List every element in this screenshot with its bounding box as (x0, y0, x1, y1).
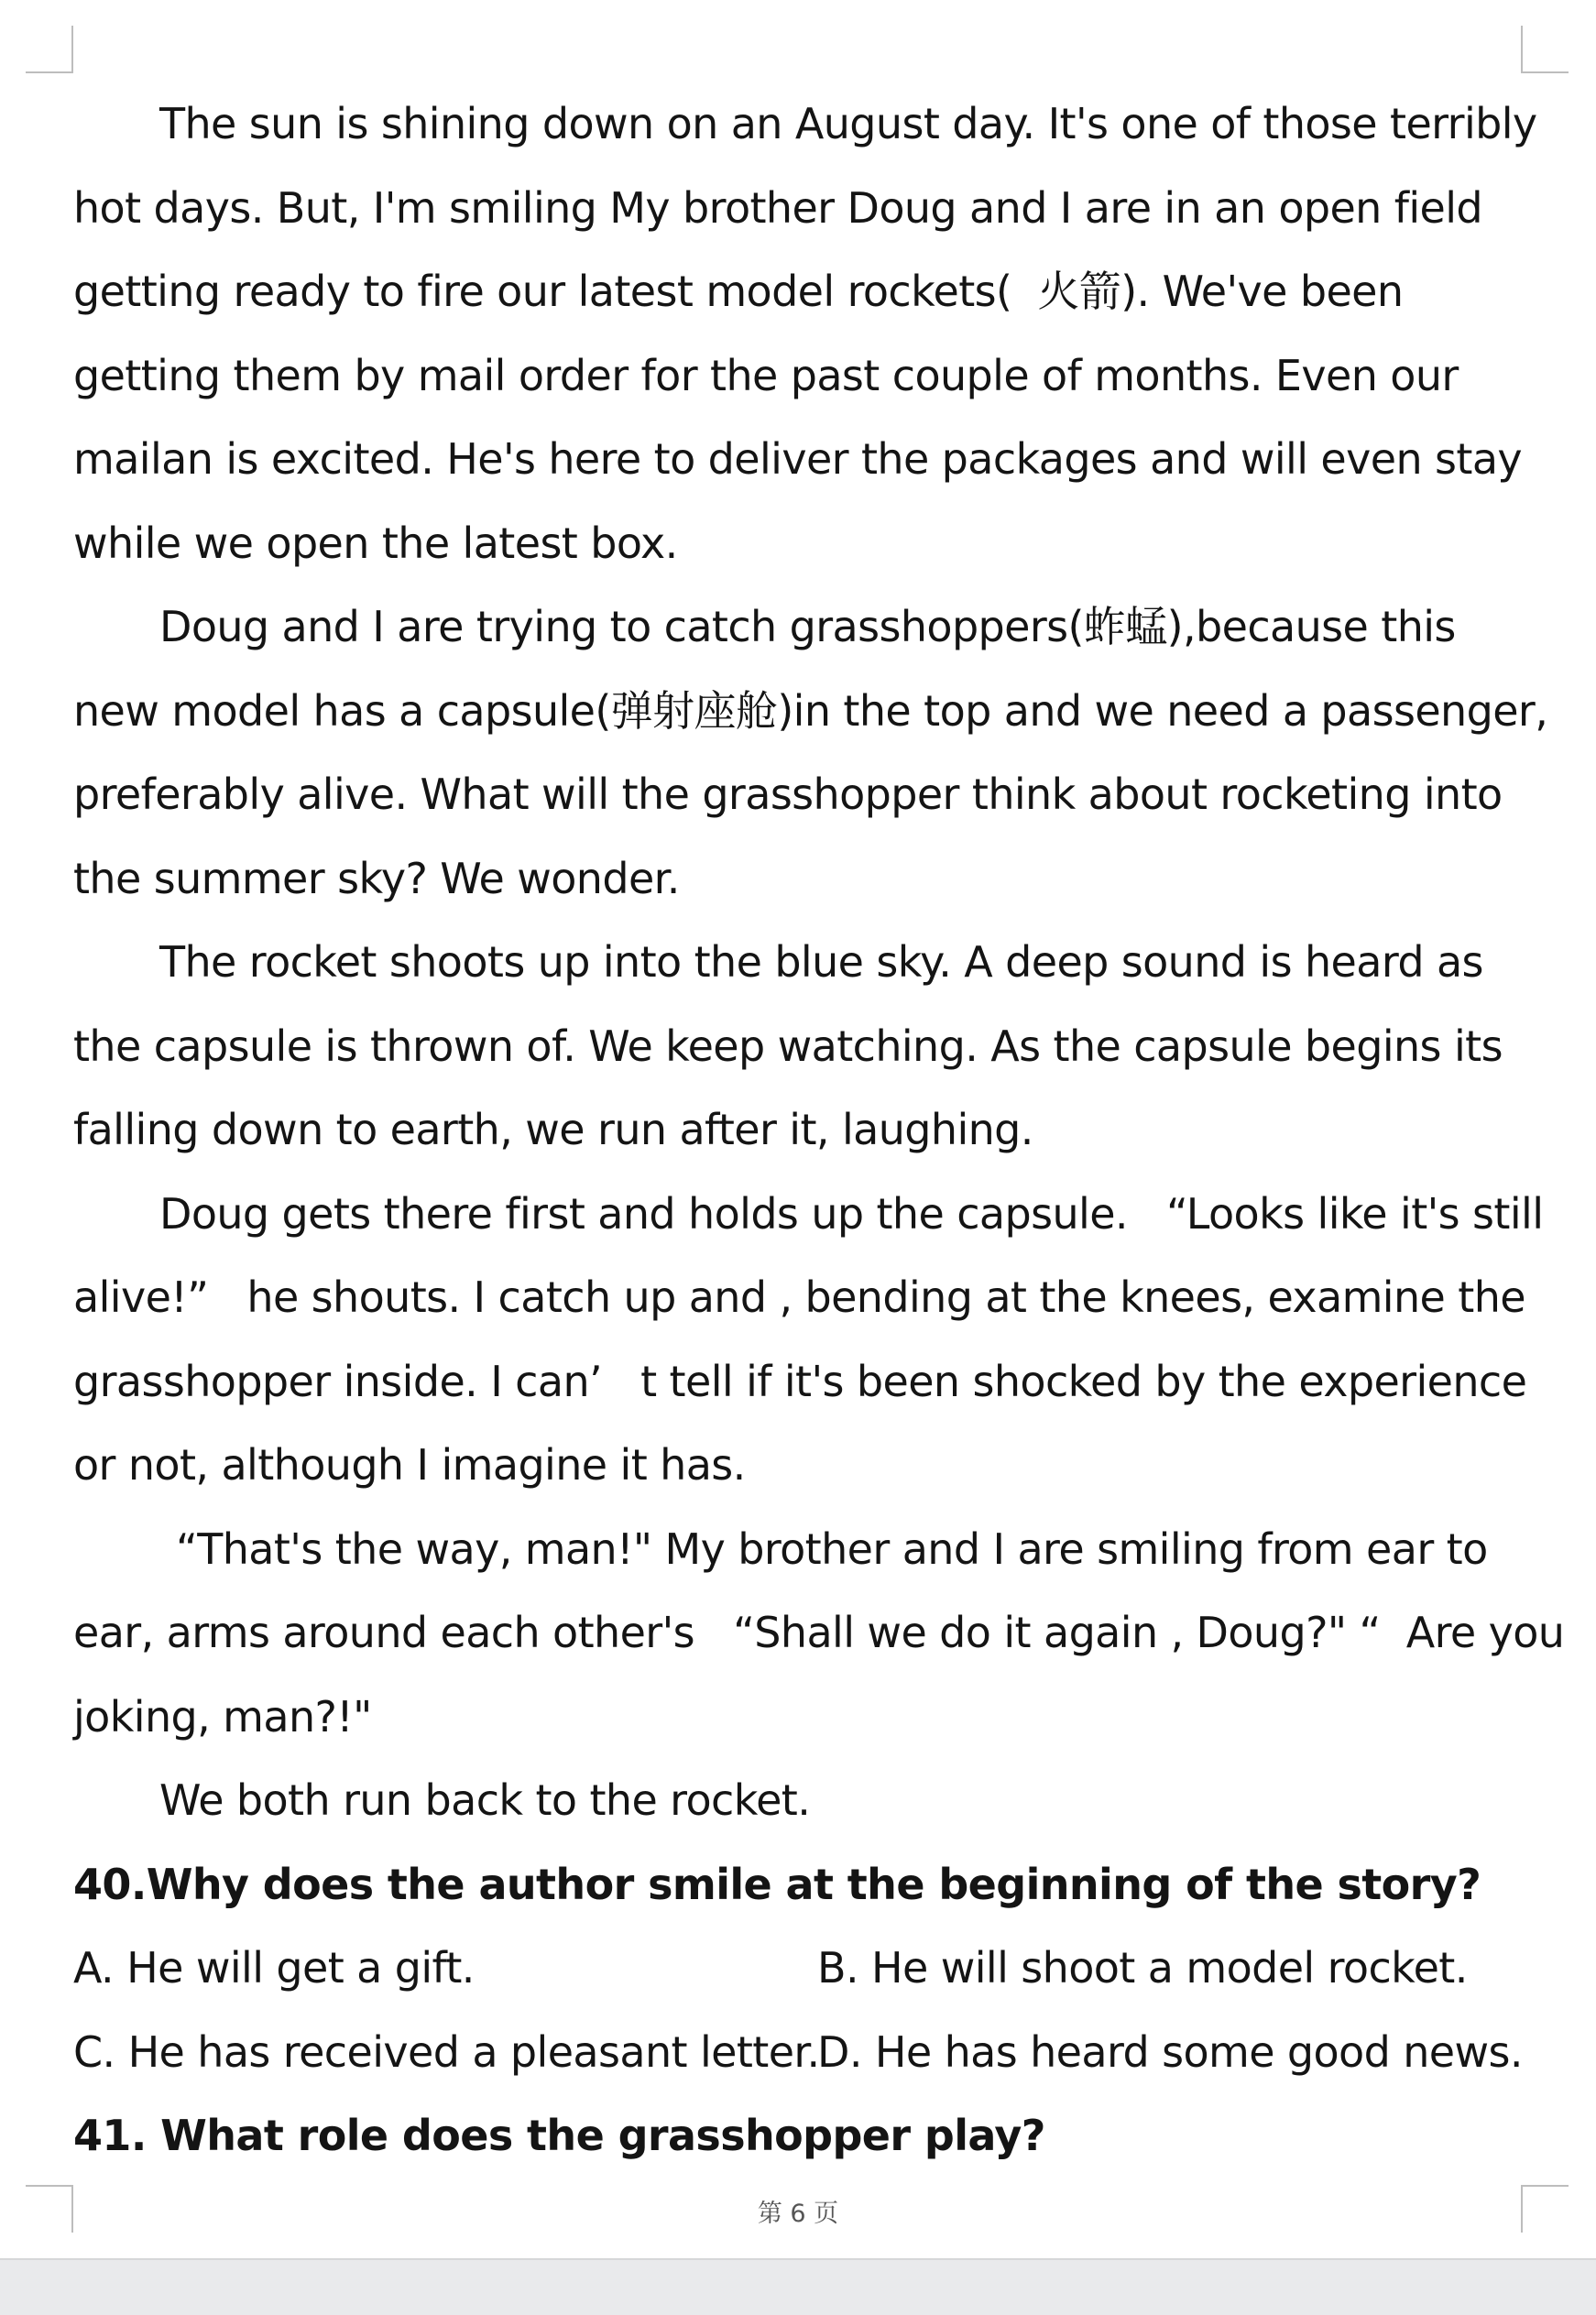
passage-line: getting ready to fire our latest model rockets( 火箭). We've been (73, 267, 1404, 316)
question-40-stem: 40.Why does the author smile at the beginning of the story? (73, 1859, 1481, 1909)
passage-line: preferably alive. What will the grasshopper think about rocketing into (73, 770, 1503, 819)
crop-mark-top-right (1521, 26, 1569, 73)
passage-line: “That's the way, man!" My brother and I are smiling from ear to (176, 1523, 1488, 1574)
passage-line: ear, arms around each other's “Shall we do it again , Doug?" “ Are you (73, 1608, 1565, 1657)
option-c: C. He has received a pleasant letter. (73, 2026, 820, 2077)
page-content (73, 82, 1565, 2179)
option-b: B. He will shoot a model rocket. (817, 1943, 1468, 1993)
option-d: D. He has heard some good news. (817, 2026, 1523, 2077)
passage-line: the summer sky? We wonder. (73, 853, 680, 903)
reading-passage (73, 82, 1565, 1843)
option-a: A. He will get a gift. (73, 1943, 475, 1993)
passage-line: new model has a capsule(弹射座舱)in the top and we need a passenger, (73, 685, 1548, 736)
passage-line: hot days. But, I'm smiling My brother Doug and I are in an open field (73, 182, 1483, 233)
passage-line: mailan is excited. He's here to deliver the packages and will even stay (73, 434, 1523, 484)
passage-line: The rocket shoots up into the blue sky. A deep sound is heard as (159, 937, 1483, 987)
page-number: 第 6 页 (757, 2200, 839, 2228)
viewer-bottom-bar (0, 2258, 1596, 2315)
passage-line: Doug gets there first and holds up the capsule. “Looks like it's still (159, 1188, 1544, 1239)
crop-mark-top-left (26, 26, 73, 73)
question-40-options-row-2 (73, 2011, 1528, 2095)
passage-line: We both run back to the rocket. (159, 1775, 811, 1825)
passage-line: Doug and I are trying to catch grasshoppers(蚱蜢),because this (159, 602, 1456, 651)
passage-line: grasshopper inside. I can’ t tell if it's been shocked by the experience (73, 1356, 1527, 1406)
question-41-stem: 41. What role does the grasshopper play? (73, 2111, 1045, 2160)
passage-line: The sun is shining down on an August day. It's one of those terribly (159, 99, 1537, 148)
passage-line: getting them by mail order for the past couple of months. Even our (73, 350, 1459, 400)
passage-line: joking, man?!" (73, 1691, 372, 1742)
passage-line: or not, although I imagine it has. (73, 1440, 746, 1490)
question-40-options-row-1 (73, 1927, 1528, 2011)
passage-line: while we open the latest box. (73, 518, 678, 568)
passage-line: the capsule is thrown of. We keep watching. As the capsule begins its (73, 1021, 1503, 1071)
passage-line: falling down to earth, we run after it, laughing. (73, 1105, 1033, 1154)
passage-line: alive!” he shouts. I catch up and , bending at the knees, examine the (73, 1272, 1525, 1322)
